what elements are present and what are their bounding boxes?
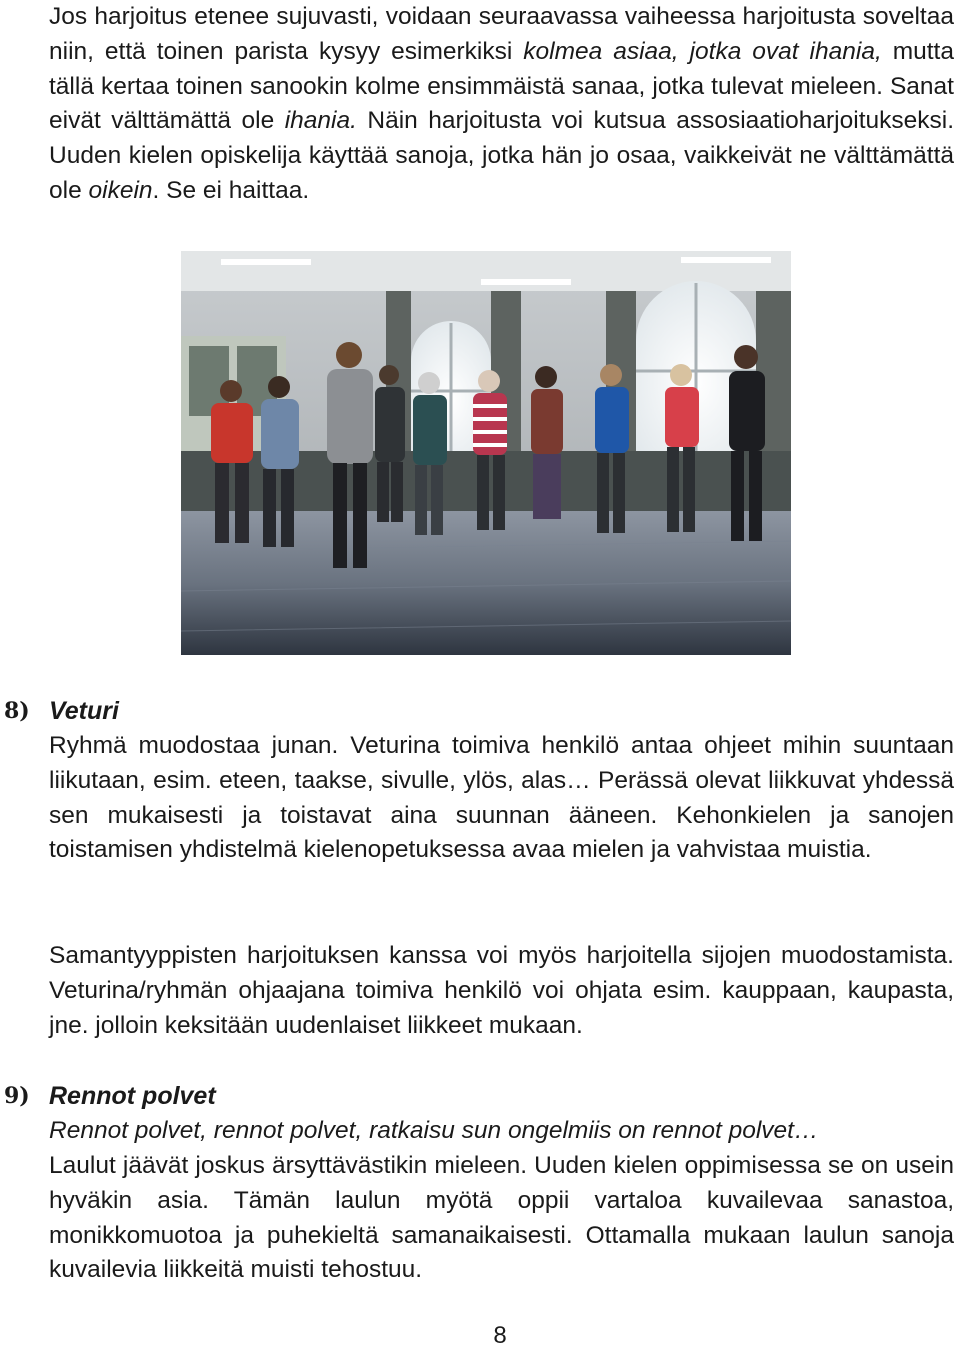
section-9-paragraph: Laulut jäävät joskus ärsyttävästikin mieleen. Uuden kielen oppimisessa se on usein hyväkin asia. Tämän laulun myötä oppii vartaloa kuvailevaa sanastoa, monikkomuotoa ja puhekieltä samanaikaisesti. Ottamalla mukaan laulun sanoja kuvailevia liikkeitä muisti tehostuu. [49, 1152, 954, 1284]
section-9-lyric: Rennot polvet, rennot polvet, ratkaisu sun ongelmiis on rennot polvet… [49, 1117, 819, 1144]
section-9-number: 9) [4, 1083, 30, 1109]
section-8-paragraph-2: Samantyyppisten harjoituksen kanssa voi myös harjoitella sijojen muodostamista. Veturina/ryhmän ohjaajana toimiva henkilö voi ohjata esim. kauppaan, kaupasta, jne. jolloin keksitään uudenlaiset liikkeet mukaan. [49, 942, 954, 1039]
intro-paragraph [49, 0, 954, 209]
intro-emphasis-2: ihania. [284, 107, 357, 135]
section-8-number: 8) [4, 698, 30, 724]
intro-text-3: Näin harjoitusta voi kutsua assosiaatioharjoitukseksi. Uuden kielen opiskelija käyttää sanoja, jotka hän jo osaa, vaikkeivät ne välttämättä ole [49, 107, 955, 204]
intro-emphasis-3: oikein [88, 176, 153, 204]
intro-text-4: . Se ei haittaa. [152, 176, 310, 204]
section-8-title: Veturi [49, 697, 119, 725]
intro-text-2: mutta tällä kertaa toinen sanookin kolme ensimmäistä sanaa, jotka tulevat mieleen. Sanat eivät välttämättä ole [49, 37, 954, 135]
intro-emphasis-1: kolmea asiaa, jotka ovat ihania, [523, 37, 882, 65]
section-9-title: Rennot polvet [49, 1082, 216, 1110]
page-number: 8 [493, 1322, 507, 1349]
group-exercise-photo [181, 251, 791, 655]
intro-text-1: Jos harjoitus etenee sujuvasti, voidaan seuraavassa vaiheessa harjoitusta soveltaa niin, että toinen parista kysyy esimerkiksi [49, 3, 954, 65]
section-8-paragraph-1: Ryhmä muodostaa junan. Veturina toimiva henkilö antaa ohjeet mihin suuntaan liikutaan, esim. eteen, taakse, sivulle, ylös, alas… Perässä olevat liikkuvat yhdessä sen mukaisesti ja toistavat aina suunnan ääneen. Kehonkielen ja sanojen toistamisen yhdistelmä kielenopetuksessa avaa mielen ja vahvistaa muistia. [49, 732, 954, 864]
